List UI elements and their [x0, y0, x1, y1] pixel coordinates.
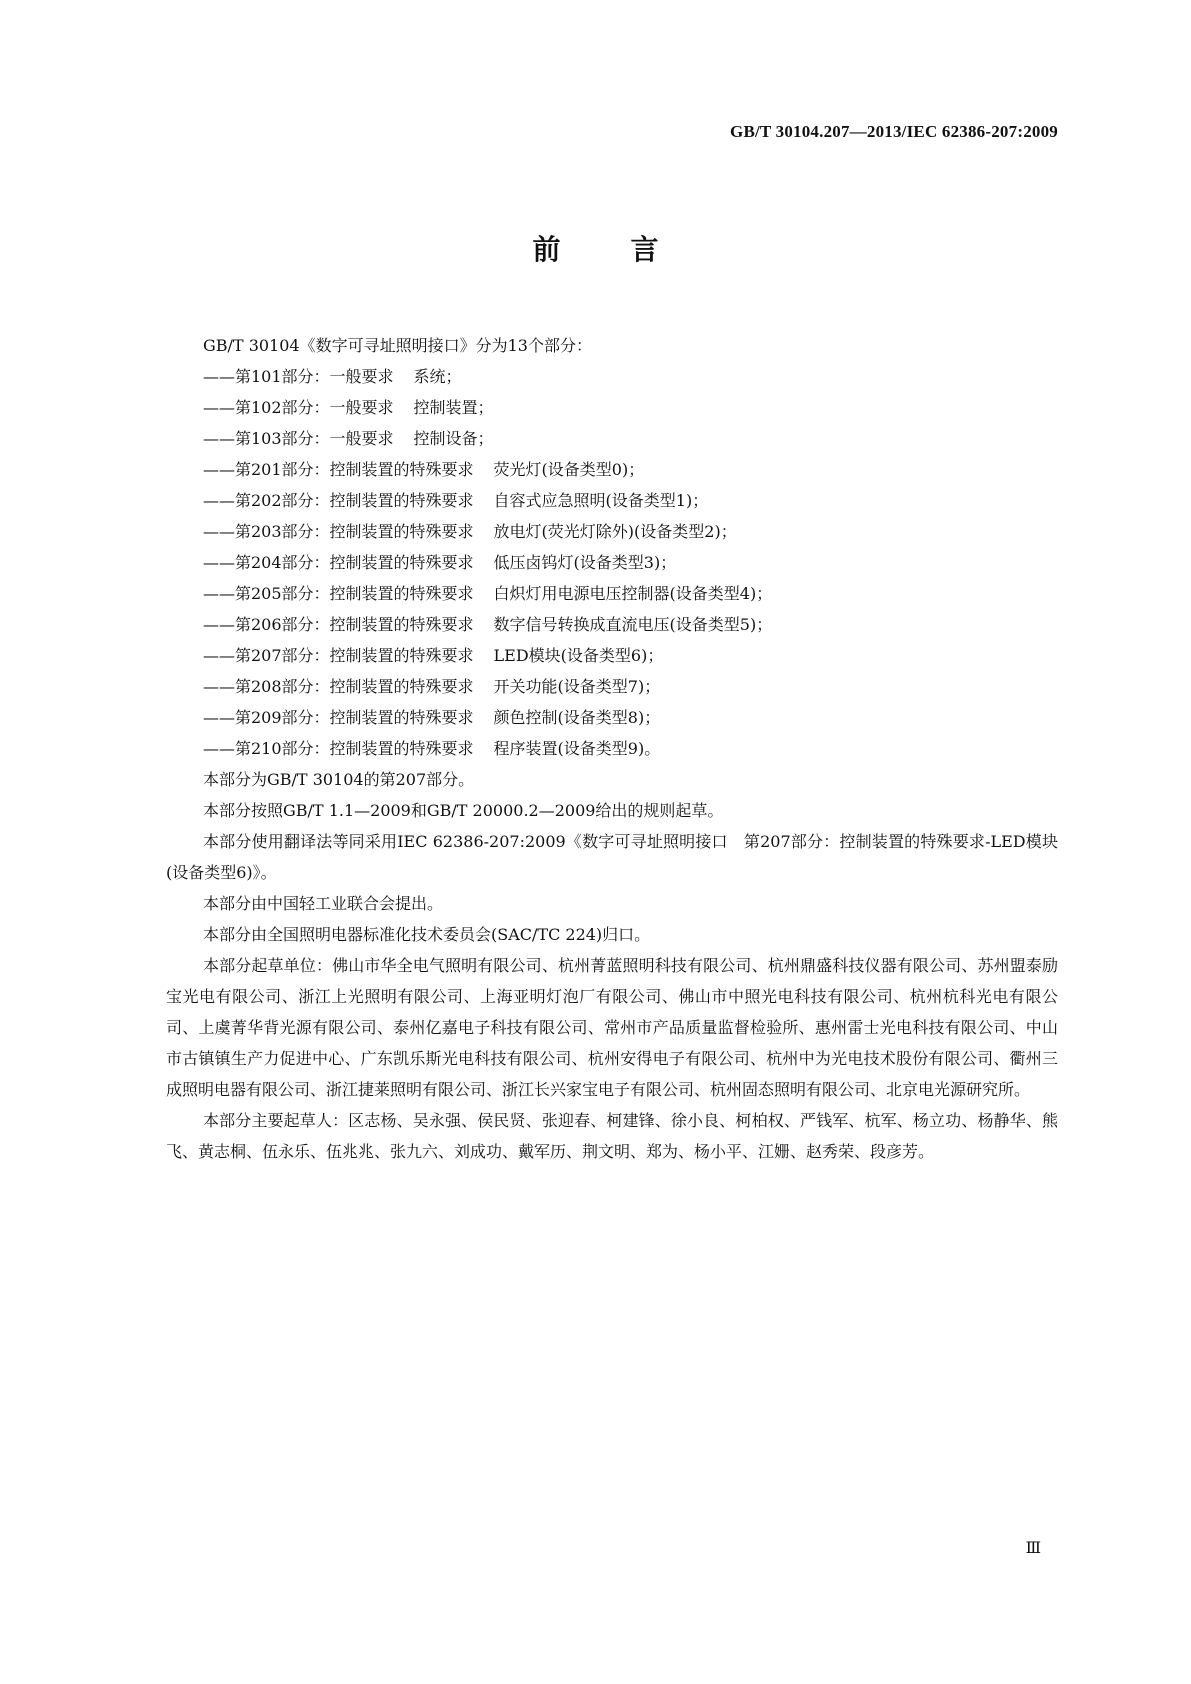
part-desc: LED模块(设备类型6)； [493, 646, 664, 665]
page-number: Ⅲ [1025, 1538, 1041, 1557]
part-label: ——第209部分：控制装置的特殊要求 [203, 708, 474, 727]
paragraph-drafting-rules: 本部分按照GB/T 1.1—2009和GB/T 20000.2—2009给出的规则起草。 [203, 801, 724, 820]
list-item [166, 361, 1058, 392]
title-char-1: 前 [532, 233, 561, 266]
part-label: ——第101部分：一般要求 [203, 367, 394, 386]
part-label: ——第204部分：控制装置的特殊要求 [203, 553, 474, 572]
list-item [166, 609, 1058, 640]
list-item [166, 485, 1058, 516]
part-desc: 系统； [413, 367, 462, 386]
paragraph-part-number: 本部分为GB/T 30104的第207部分。 [203, 770, 475, 789]
list-item [166, 671, 1058, 702]
part-label: ——第205部分：控制装置的特殊要求 [203, 584, 474, 603]
part-desc: 自容式应急照明(设备类型1)； [493, 491, 709, 510]
part-desc: 荧光灯(设备类型0)； [493, 460, 645, 479]
part-desc: 低压卤钨灯(设备类型3)； [493, 553, 677, 572]
part-desc: 颜色控制(设备类型8)； [493, 708, 661, 727]
list-item [166, 702, 1058, 733]
part-label: ——第103部分：一般要求 [203, 429, 394, 448]
intro-paragraph: GB/T 30104《数字可寻址照明接口》分为13个部分： [203, 336, 592, 355]
part-label: ——第208部分：控制装置的特殊要求 [203, 677, 474, 696]
paragraph-drafting-units: 本部分起草单位：佛山市华全电气照明有限公司、杭州菁蓝照明科技有限公司、杭州鼎盛科技仪器有限公司、苏州盟泰励宝光电有限公司、浙江上光照明有限公司、上海亚明灯泡厂有限公司、佛山市中照光电科技有限公司、杭州杭科光电有限公司、上虞菁华背光源有限公司、泰州亿嘉电子科技有限公司、常州市产品质量监督检验所、惠州雷士光电科技有限公司、中山市古镇镇生产力促进中心、广东凯乐斯光电科技有限公司、杭州安得电子有限公司、杭州中为光电技术股份有限公司、衢州三成照明电器有限公司、浙江捷莱照明有限公司、浙江长兴家宝电子有限公司、杭州固态照明有限公司、北京电光源研究所。 [166, 956, 1058, 1099]
paragraph-committee: 本部分由全国照明电器标准化技术委员会(SAC/TC 224)归口。 [203, 925, 651, 944]
page-title [0, 228, 1191, 268]
part-label: ——第102部分：一般要求 [203, 398, 394, 417]
paragraph-drafters: 本部分主要起草人：区志杨、吴永强、侯民贤、张迎春、柯建锋、徐小良、柯柏权、严钱军、杭军、杨立功、杨静华、熊飞、黄志桐、伍永乐、伍兆兆、张九六、刘成功、戴军历、荆文明、郑为、杨小平、江姗、赵秀荣、段彦芳。 [166, 1111, 1058, 1161]
paragraph-proposer: 本部分由中国轻工业联合会提出。 [203, 894, 444, 913]
part-desc: 控制设备； [413, 429, 494, 448]
part-desc: 放电灯(荧光灯除外)(设备类型2)； [493, 522, 737, 541]
list-item [166, 516, 1058, 547]
list-item [166, 454, 1058, 485]
part-desc: 数字信号转换成直流电压(设备类型5)； [493, 615, 773, 634]
part-label: ——第201部分：控制装置的特殊要求 [203, 460, 474, 479]
part-label: ——第207部分：控制装置的特殊要求 [203, 646, 474, 665]
title-char-2: 言 [630, 233, 659, 266]
list-item [166, 423, 1058, 454]
document-body [166, 330, 1058, 1167]
list-item [166, 733, 1058, 764]
part-label: ——第203部分：控制装置的特殊要求 [203, 522, 474, 541]
list-item [166, 578, 1058, 609]
part-desc: 控制装置； [413, 398, 494, 417]
list-item [166, 547, 1058, 578]
part-label: ——第210部分：控制装置的特殊要求 [203, 739, 474, 758]
paragraph-adoption: 本部分使用翻译法等同采用IEC 62386-207:2009《数字可寻址照明接口 第207部分：控制装置的特殊要求-LED模块(设备类型6)》。 [166, 832, 1058, 882]
part-desc: 程序装置(设备类型9)。 [493, 739, 661, 758]
part-label: ——第202部分：控制装置的特殊要求 [203, 491, 474, 510]
list-item [166, 640, 1058, 671]
parts-list [166, 361, 1058, 764]
part-label: ——第206部分：控制装置的特殊要求 [203, 615, 474, 634]
list-item [166, 392, 1058, 423]
part-desc: 开关功能(设备类型7)； [493, 677, 661, 696]
standard-code: GB/T 30104.207—2013/IEC 62386-207:2009 [730, 122, 1058, 141]
part-desc: 白炽灯用电源电压控制器(设备类型4)； [493, 584, 773, 603]
